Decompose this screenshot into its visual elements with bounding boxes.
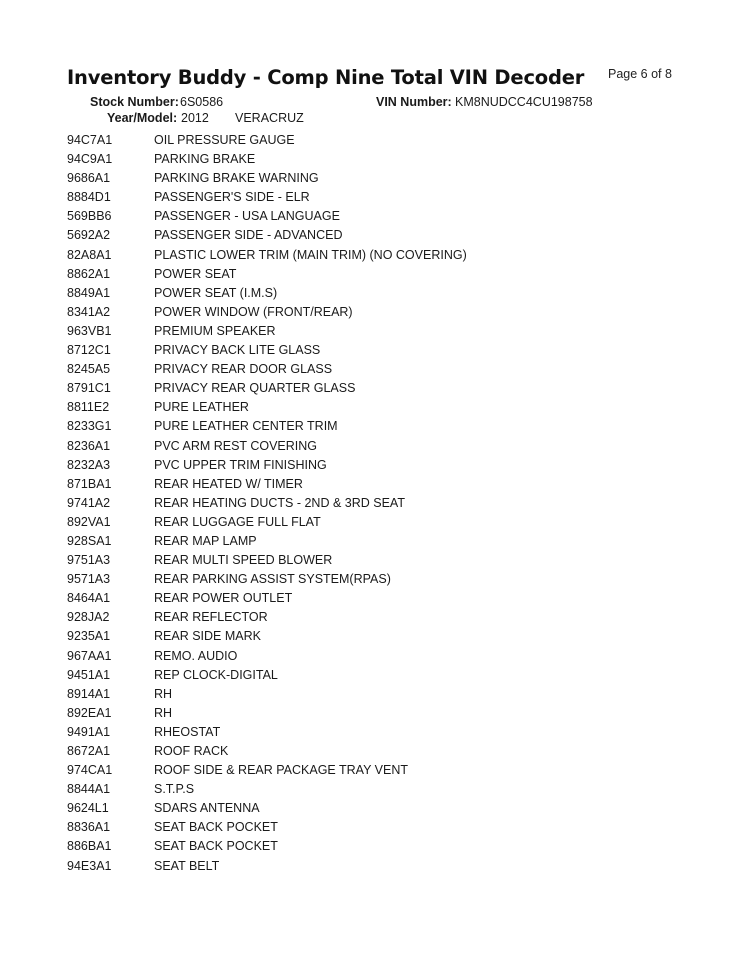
stock-number-label: Stock Number:: [90, 95, 179, 109]
option-description: RH: [154, 686, 173, 701]
option-description: PARKING BRAKE WARNING: [154, 171, 319, 186]
option-description: PURE LEATHER: [154, 400, 249, 415]
option-description: REP CLOCK-DIGITAL: [154, 667, 278, 682]
option-code: 94C7A1: [67, 133, 113, 147]
option-code: 928SA1: [67, 533, 112, 548]
vin-number: [376, 95, 593, 109]
option-description: RH: [154, 705, 173, 720]
option-code: 8791C1: [67, 381, 111, 396]
option-code: 94C9A1: [67, 152, 113, 167]
option-description: POWER SEAT: [154, 266, 237, 281]
option-code: 967AA1: [67, 648, 112, 663]
option-description: S.T.P.S: [154, 782, 195, 797]
option-code: 5692A2: [67, 228, 111, 243]
option-description: REAR SIDE MARK: [154, 629, 261, 644]
option-description: SEAT BELT: [154, 858, 220, 873]
stock-number-value: 6S0586: [180, 95, 224, 109]
option-description: POWER SEAT (I.M.S): [154, 285, 278, 300]
option-description: PLASTIC LOWER TRIM (MAIN TRIM) (NO COVERING): [154, 247, 467, 262]
option-code: 8849A1: [67, 285, 111, 300]
option-description: PASSENGER - USA LANGUAGE: [154, 209, 340, 224]
option-code: 974CA1: [67, 763, 113, 778]
year-model-label: Year/Model:: [107, 111, 178, 125]
option-code: 82A8A1: [67, 247, 112, 262]
option-description: REAR LUGGAGE FULL FLAT: [154, 514, 321, 529]
option-code: 9235A1: [67, 629, 111, 644]
option-description: SEAT BACK POCKET: [154, 820, 278, 835]
option-code: 8341A2: [67, 304, 111, 319]
option-code: 963VB1: [67, 323, 112, 338]
option-description: PRIVACY REAR DOOR GLASS: [154, 362, 333, 377]
option-description: REAR HEATED W/ TIMER: [154, 476, 303, 491]
option-code: 9451A1: [67, 667, 111, 682]
option-description: PREMIUM SPEAKER: [154, 323, 276, 338]
option-code: 8836A1: [67, 820, 111, 835]
option-description: PASSENGER'S SIDE - ELR: [154, 190, 310, 205]
option-description: PARKING BRAKE: [154, 152, 256, 167]
option-code: 8844A1: [67, 782, 111, 797]
option-code: 9491A1: [67, 724, 111, 739]
option-code: 8464A1: [67, 591, 111, 606]
option-description: POWER WINDOW (FRONT/REAR): [154, 304, 353, 319]
option-description: REAR HEATING DUCTS - 2ND & 3RD SEAT: [154, 495, 405, 510]
option-code: 871BA1: [67, 476, 112, 491]
option-description: REAR POWER OUTLET: [154, 591, 293, 606]
option-code: 9624L1: [67, 801, 109, 816]
option-description: REAR MULTI SPEED BLOWER: [154, 553, 333, 568]
option-code: 886BA1: [67, 839, 112, 854]
option-code: 8862A1: [67, 266, 111, 281]
year-value: 2012: [181, 111, 209, 125]
option-description: PRIVACY BACK LITE GLASS: [154, 343, 321, 358]
option-description: SEAT BACK POCKET: [154, 839, 278, 854]
model-value: VERACRUZ: [235, 111, 304, 125]
option-code: 8914A1: [67, 686, 111, 701]
option-description: PVC UPPER TRIM FINISHING: [154, 457, 327, 472]
option-description: PASSENGER SIDE - ADVANCED: [154, 228, 343, 243]
option-description: REAR PARKING ASSIST SYSTEM(RPAS): [154, 572, 391, 587]
option-description: REMO. AUDIO: [154, 648, 238, 663]
option-code: 8672A1: [67, 744, 111, 758]
vin-number-value: KM8NUDCC4CU198758: [455, 95, 593, 109]
option-code: 8232A3: [67, 457, 111, 472]
option-description: OIL PRESSURE GAUGE: [154, 133, 295, 147]
option-description: ROOF RACK: [154, 744, 229, 758]
option-code: 569BB6: [67, 209, 112, 224]
option-code: 892VA1: [67, 514, 111, 529]
option-description: REAR REFLECTOR: [154, 610, 268, 625]
option-description: PRIVACY REAR QUARTER GLASS: [154, 381, 356, 396]
year-model: [107, 111, 304, 125]
option-code: 9686A1: [67, 171, 111, 186]
page-title: Inventory Buddy - Comp Nine Total VIN Decoder: [67, 66, 585, 89]
option-code: 8884D1: [67, 190, 111, 205]
option-description: RHEOSTAT: [154, 724, 221, 739]
option-description: PVC ARM REST COVERING: [154, 438, 317, 453]
vin-number-label: VIN Number:: [376, 95, 452, 109]
option-code: 94E3A1: [67, 858, 112, 873]
option-code: 8233G1: [67, 419, 112, 434]
option-description: PURE LEATHER CENTER TRIM: [154, 419, 338, 434]
option-code: 9741A2: [67, 495, 111, 510]
option-description: REAR MAP LAMP: [154, 533, 257, 548]
option-code: 928JA2: [67, 610, 110, 625]
stock-number: [90, 95, 224, 109]
option-code: 8245A5: [67, 362, 111, 377]
option-code: 8712C1: [67, 343, 111, 358]
option-code: 892EA1: [67, 705, 112, 720]
option-description: SDARS ANTENNA: [154, 801, 260, 816]
option-code: 8236A1: [67, 438, 111, 453]
option-code: 9571A3: [67, 572, 111, 587]
option-code: 8811E2: [67, 400, 110, 415]
option-description: ROOF SIDE & REAR PACKAGE TRAY VENT: [154, 763, 408, 778]
option-code: 9751A3: [67, 553, 111, 568]
page-number: Page 6 of 8: [608, 67, 672, 81]
